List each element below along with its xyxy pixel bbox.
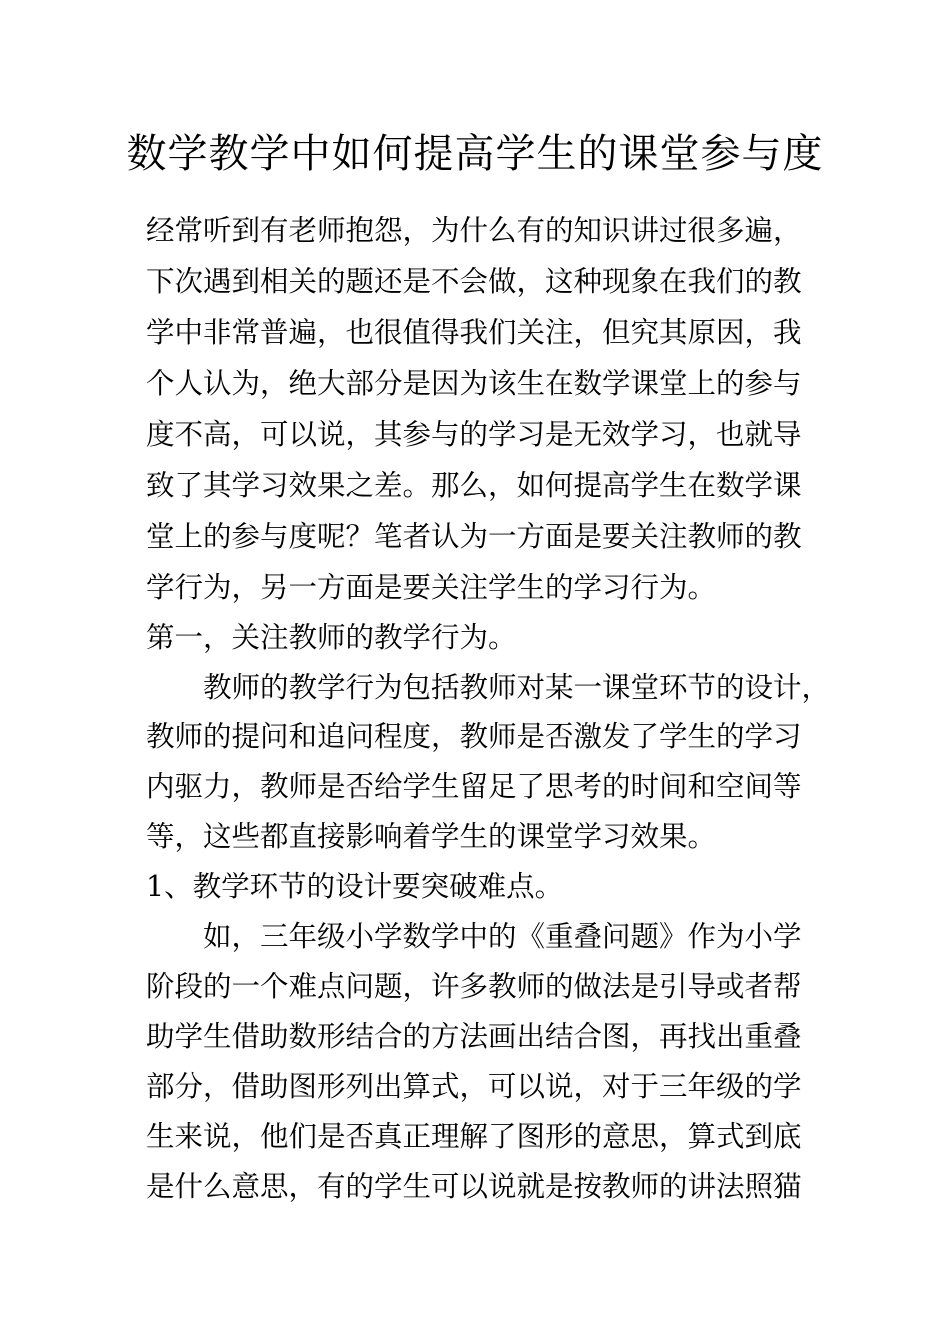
paragraph-line: 如，三年级小学数学中的《重叠问题》作为小学 — [203, 920, 802, 953]
paragraph-line: 教师的教学行为包括教师对某一课堂环节的设计， — [203, 671, 831, 704]
paragraph-line: 下次遇到相关的题还是不会做，这种现象在我们的教 — [146, 265, 802, 298]
paragraph-line: 学行为，另一方面是要关注学生的学习行为。 — [146, 571, 717, 604]
paragraph-line: 1、教学环节的设计要突破难点。 — [146, 870, 564, 903]
paragraph-line: 阶段的一个难点问题，许多教师的做法是引导或者帮 — [146, 970, 802, 1003]
paragraph-line: 部分，借助图形列出算式，可以说，对于三年级的学 — [146, 1070, 802, 1103]
paragraph-line: 生来说，他们是否真正理解了图形的意思，算式到底 — [146, 1120, 802, 1153]
document-title: 数学教学中如何提高学生的课堂参与度 — [126, 131, 824, 177]
paragraph-line: 度不高，可以说，其参与的学习是无效学习，也就导 — [146, 418, 802, 451]
paragraph-line: 堂上的参与度呢？笔者认为一方面是要关注教师的教 — [146, 520, 802, 553]
paragraph-line: 学中非常普遍，也很值得我们关注，但究其原因，我 — [146, 316, 802, 349]
paragraph-line: 等，这些都直接影响着学生的课堂学习效果。 — [146, 820, 717, 853]
paragraph-line: 是什么意思，有的学生可以说就是按教师的讲法照猫 — [146, 1170, 802, 1203]
paragraph-line: 教师的提问和追问程度，教师是否激发了学生的学习 — [146, 720, 802, 753]
paragraph-line: 助学生借助数形结合的方法画出结合图，再找出重叠 — [146, 1020, 802, 1053]
paragraph-line: 经常听到有老师抱怨，为什么有的知识讲过很多遍， — [146, 214, 802, 247]
paragraph-line: 第一，关注教师的教学行为。 — [146, 621, 517, 654]
paragraph-line: 内驱力，教师是否给学生留足了思考的时间和空间等 — [146, 770, 802, 803]
paragraph-line: 个人认为，绝大部分是因为该生在数学课堂上的参与 — [146, 367, 802, 400]
paragraph-line: 致了其学习效果之差。那么，如何提高学生在数学课 — [146, 469, 802, 502]
